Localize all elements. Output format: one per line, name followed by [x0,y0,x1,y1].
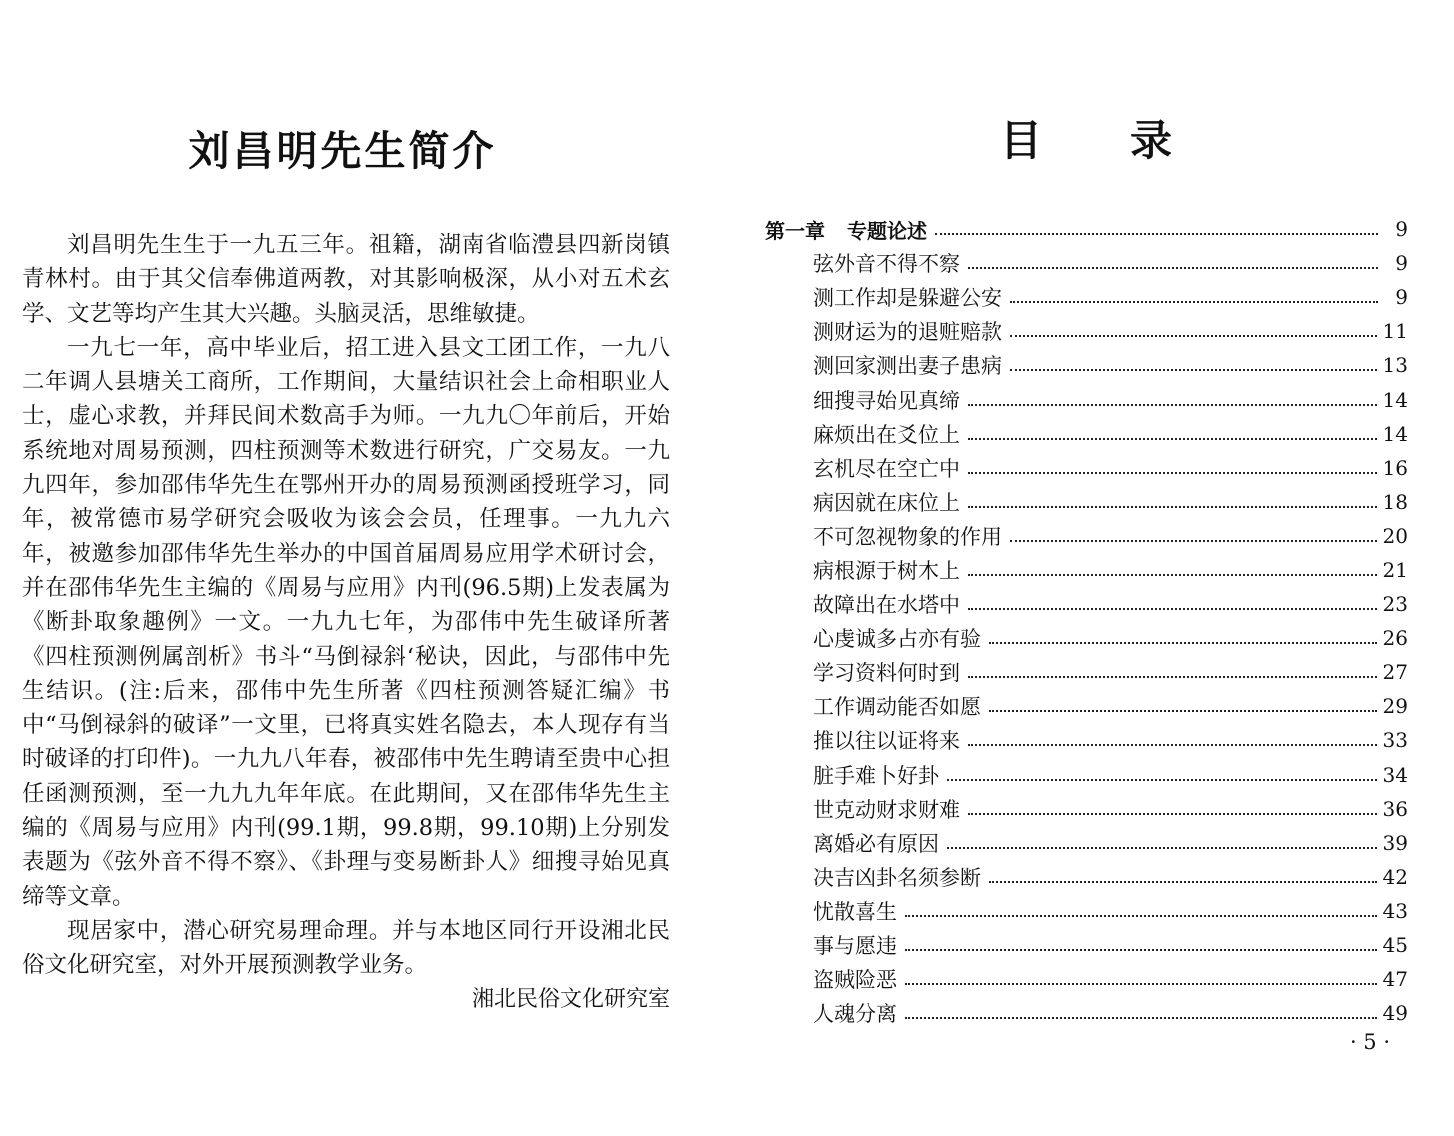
toc-entry[interactable] [765,962,1408,996]
toc-entry[interactable] [765,553,1408,587]
toc-entry[interactable] [765,451,1408,485]
toc-entry-title: 不可忽视物象的作用 [813,524,1002,549]
toc-entry-title: 学习资料何时到 [813,661,960,686]
toc-page-number: 26 [1382,626,1408,651]
toc-entry[interactable] [765,621,1408,655]
toc-entry[interactable] [765,519,1408,553]
toc-entry[interactable] [765,758,1408,792]
toc-page-number: 36 [1382,796,1408,821]
toc-page-number: 13 [1382,353,1408,378]
toc-entry-title: 故障出在水塔中 [813,593,960,618]
toc-leader-dots [947,847,1377,849]
toc-entry-title: 测工作却是躲避公安 [813,286,1002,311]
toc-entry-title: 细搜寻始见真缔 [813,388,960,413]
toc-chapter-number: 第一章 [765,218,825,243]
toc-leader-dots [989,881,1377,883]
toc-leader-dots [989,642,1377,644]
toc-leader-dots [968,676,1377,678]
toc-leader-dots [935,233,1378,235]
table-of-contents [765,212,1408,1030]
intro-title: 刘昌明先生简介 [188,127,497,175]
toc-entry-title: 玄机尽在空亡中 [813,456,960,481]
toc-entry[interactable] [765,587,1408,621]
right-page [727,0,1454,1136]
toc-page-number: 18 [1382,489,1408,514]
toc-entry-title: 人魂分离 [813,1002,897,1027]
toc-page-number: 9 [1395,285,1408,310]
toc-leader-dots [968,608,1377,610]
toc-entry[interactable] [765,860,1408,894]
toc-leader-dots [905,983,1377,985]
toc-leader-dots [947,779,1377,781]
toc-entry-title: 工作调动能否如愿 [813,695,981,720]
toc-leader-dots [1010,540,1377,542]
toc-page-number: 9 [1395,217,1408,242]
toc-leader-dots [968,813,1377,815]
toc-title-char: 目 [1000,116,1043,165]
toc-leader-dots [1010,369,1377,371]
toc-leader-dots [968,438,1377,440]
toc-chapter-label [765,215,935,244]
intro-paragraph: 刘昌明先生生于一九五三年。祖籍，湖南省临澧县四新岗镇青林村。由于其父信奉佛道两教，对其影响极深，从小对五术玄学、文艺等均产生其大兴趣。头脑灵活，思维敏捷。 [22,232,670,327]
toc-leader-dots [1010,335,1377,337]
toc-leader-dots [968,744,1377,746]
toc-entry[interactable] [765,928,1408,962]
toc-entry-title: 麻烦出在爻位上 [813,422,960,447]
toc-page-number: 42 [1382,864,1408,889]
toc-page-number: 29 [1382,694,1408,719]
toc-page-number: 20 [1382,523,1408,548]
intro-body [22,228,670,983]
toc-entry[interactable] [765,826,1408,860]
toc-entry-title: 脏手难卜好卦 [813,763,939,788]
toc-entry[interactable] [765,996,1408,1030]
toc-entry-title: 测回家测出妻子患病 [813,354,1002,379]
toc-page-number: 11 [1382,319,1408,344]
toc-entry-title: 病根源于树木上 [813,558,960,583]
toc-entry-title: 测财运为的退赃赔款 [813,320,1002,345]
intro-paragraph: 一九七一年，高中毕业后，招工进入县文工团工作，一九八二年调人县塘关工商所，工作期间，大量结识社会上命相职业人士，虚心求教，并拜民间术数高手为师。一九九〇年前后，开始系统地对周易预测，四柱预测等术数进行研究，广交易友。一九九四年，参加邵伟华先生在鄂州开办的周易预测函授班学习，同年，被常德市易学研究会吸收为该会会员，任理事。一九九六年，被邀参加邵伟华先生举办的中国首届周易应用学术研讨会，并在邵伟华先生主编的《周易与应用》内刊(96.5期)上发表属为《断卦取象趣例》一文。一九九七年，为邵伟中先生破译所著《四柱预测例属剖析》书斗“马倒禄斜‘秘诀，因此，与邵伟中先生结识。(注:后来，邵伟中先生所著《四柱预测答疑汇编》书中“马倒禄斜的破译”一文里，已将真实姓名隐去，本人现存有当时破译的打印件)。一九九八年春，被邵伟中先生聘请至贵中心担任函测预测，至一九九九年年底。在此期间，又在邵伟华先生主编的《周易与应用》内刊(99.1期，99.8期，99.10期)上分别发表题为《弦外音不得不察》、《卦理与变易断卦人》细搜寻始见真缔等文章。 [22,334,670,910]
toc-entry[interactable] [765,348,1408,382]
toc-page-number: 45 [1382,933,1408,958]
toc-entry-title: 决吉凶卦名须参断 [813,865,981,890]
intro-signature: 湘北民俗文化研究室 [471,987,670,1012]
toc-leader-dots [968,472,1377,474]
toc-entry-title: 离婚必有原因 [813,831,939,856]
toc-page-number: 9 [1395,251,1408,276]
toc-entry-title: 弦外音不得不察 [813,252,960,277]
toc-page-number: 33 [1382,728,1408,753]
toc-chapter-row[interactable] [765,212,1408,246]
toc-entry[interactable] [765,314,1408,348]
toc-page-number: 47 [1382,967,1408,992]
toc-page-number: 23 [1382,592,1408,617]
toc-entry[interactable] [765,655,1408,689]
page-number: · 5 · [1349,1030,1390,1054]
toc-entry-title: 心虔诚多占亦有验 [813,627,981,652]
toc-leader-dots [905,1017,1377,1019]
toc-entry[interactable] [765,689,1408,723]
toc-page-number: 14 [1382,421,1408,446]
toc-entry-title: 盗贼险恶 [813,968,897,993]
toc-leader-dots [968,506,1377,508]
toc-entry[interactable] [765,417,1408,451]
toc-entry[interactable] [765,382,1408,416]
toc-entry[interactable] [765,723,1408,757]
toc-entry[interactable] [765,246,1408,280]
toc-leader-dots [968,574,1377,576]
toc-chapter-title: 专题论述 [847,218,927,243]
toc-leader-dots [968,267,1378,269]
toc-entry[interactable] [765,280,1408,314]
toc-page-number: 21 [1382,557,1408,582]
toc-page-number: 27 [1382,660,1408,685]
toc-entry-title: 事与愿违 [813,934,897,959]
toc-leader-dots [905,949,1377,951]
toc-leader-dots [905,915,1377,917]
toc-page-number: 39 [1382,830,1408,855]
toc-entry-title: 世克动财求财难 [813,797,960,822]
toc-page-number: 16 [1382,455,1408,480]
toc-page-number: 43 [1382,898,1408,923]
toc-entry-title: 忧散喜生 [813,899,897,924]
toc-title-char: 录 [1130,116,1173,165]
toc-entry-title: 病因就在床位上 [813,490,960,515]
toc-page-number: 49 [1382,1001,1408,1026]
toc-entry[interactable] [765,485,1408,519]
toc-leader-dots [968,404,1377,406]
toc-entry-title: 推以往以证将来 [813,729,960,754]
intro-paragraph: 现居家中，潜心研究易理命理。并与本地区同行开设湘北民俗文化研究室，对外开展预测教学业务。 [22,917,670,979]
toc-leader-dots [989,710,1377,712]
toc-entry[interactable] [765,792,1408,826]
toc-leader-dots [1010,301,1378,303]
toc-title [1000,108,1172,168]
toc-page-number: 34 [1382,762,1408,787]
toc-page-number: 14 [1382,387,1408,412]
toc-entry[interactable] [765,894,1408,928]
